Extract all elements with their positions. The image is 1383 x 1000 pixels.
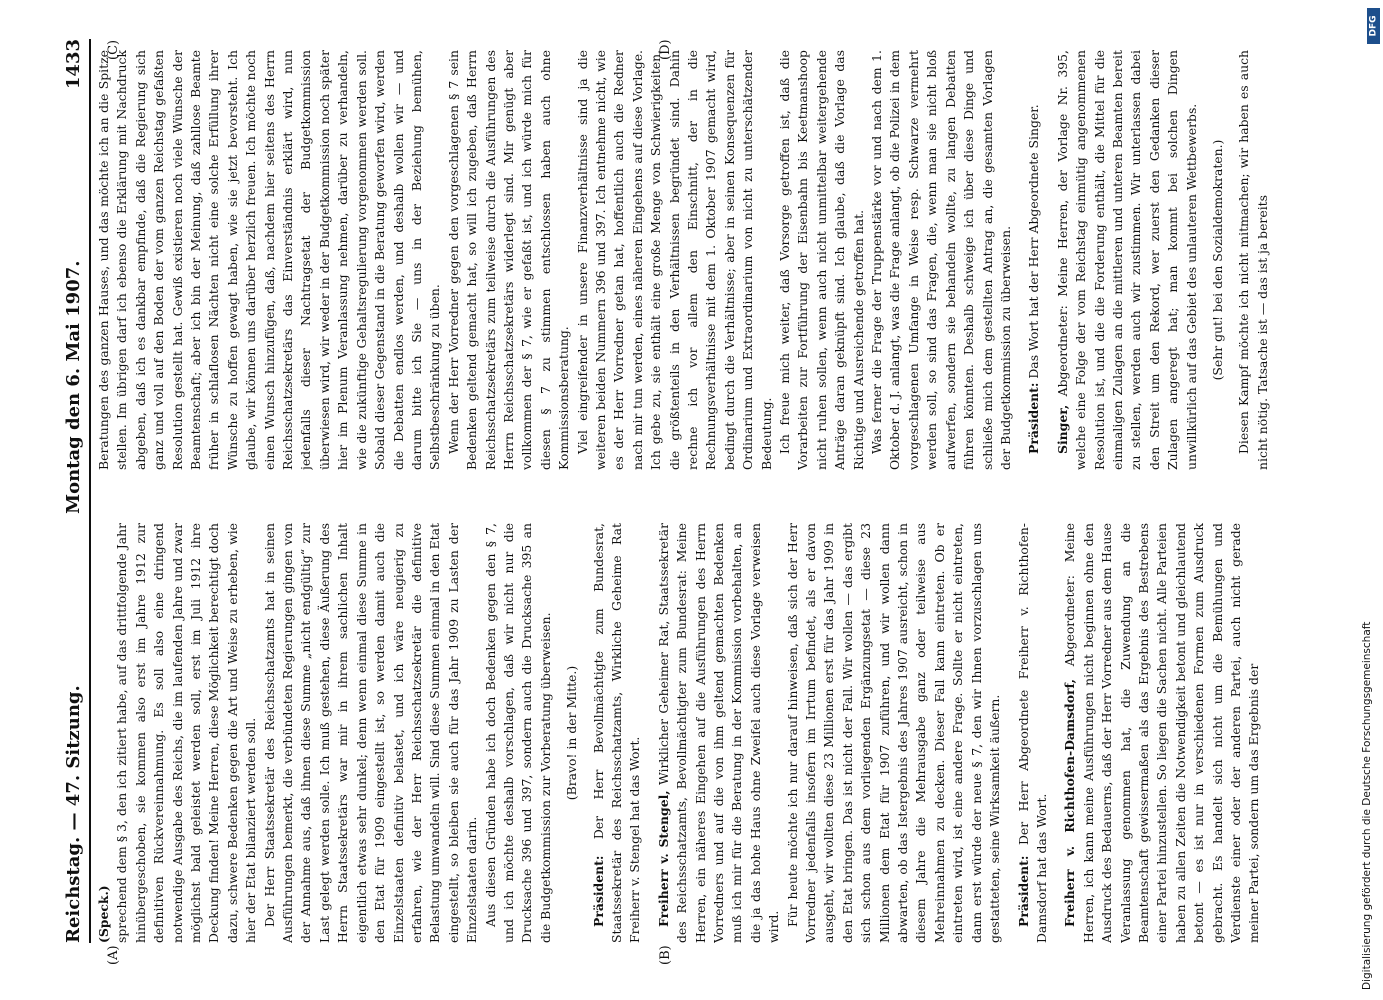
margin-marker-a: (A)	[106, 945, 121, 965]
paragraph	[1054, 50, 1201, 470]
paragraph: sprechend dem § 3, den ich zitiert habe, auf das drittfolgende Jahr hinübergeschoben, sie kommen also erst im Jahre 1912 zur definitiven Rückvereinnahmung. Es soll also eine dringend notwendige Ausgabe des Reichs, die im laufenden Jahre und zwar möglichst bald geleistet werden soll, erst im Juli 1912 ihre Deckung finden! Meine Herren, diese Möglichkeit berechtigt doch dazu, schwere Bedenken gegen die Art und Weise zu erheben, wie hier der Etat bilanziert werden soll.	[114, 523, 259, 943]
spacer	[1015, 50, 1025, 470]
digitization-credit	[1361, 10, 1375, 990]
paragraph-text: Das Wort hat der Herr Abgeordnete Singer.	[1026, 104, 1042, 379]
paragraph	[1015, 523, 1052, 943]
paragraph-text: Abgeordneter: Meine Herren, ich kann meine Ausführungen nicht beginnen ohne den Ausdruck des Bedauerns, daß der Herr Vorredner aus dem Hause Veranlassung genommen hat, die Zuwendung an die Beamtenschaft gewissermaßen als das Ergebnis des Bestrebens einer Partei hinzustellen. So liegen die Sachen nicht. Alle Parteien haben zu allen Zeiten die Notwendigkeit betont und gleichlautend betont — es ist nur in verschiedenen Formen zum Ausdruck gebracht. Es handelt sich nicht um die Bemühungen und Verdienste einer oder der anderen Partei, auch nicht gerade meiner Partei, sondern um das Ergebnis der	[1062, 523, 1262, 943]
paragraph-text: Der Herr Bevollmächtigte zum Bundesrat, Staatssekretär des Reichsschatzamts, Wirkliche Geheime Rat Freiherr v. Stengel hat das Wort.	[590, 523, 643, 943]
dfg-logo-text: DFG	[1368, 15, 1379, 37]
paragraph: Der Herr Staatssekretär des Reichsschatzamts hat in seinen Ausführungen bemerkt, die verbündeten Regierungen gingen von der Annahme aus, daß ihnen diese Summe „nicht endgültig“ zur Last gelegt werden solle. Ich muß gestehen, diese Äußerung des Herrn Staatssekretärs war mir in ihrem sachlichen Inhalt eigentlich etwas sehr dunkel; denn wenn einmal diese Summe in den Etat für 1909 eingestellt ist, so werden damit auch die Einzelstaaten definitiv belastet, und ich wäre neugierig zu erfahren, wie der Herr Reichsschatzsekretär die definitive Belastung umwandeln will. Sind diese Summen einmal in den Etat eingestellt, so bleiben sie auch für das Jahr 1909 zu Lasten der Einzelstaaten darin.	[261, 523, 480, 943]
digitization-credit-text: Digitalisierung gefördert durch die Deutsche Forschungsgemeinschaft	[1361, 621, 1373, 990]
speaker-name: Singer,	[1054, 404, 1070, 454]
speaker-name: Freiherr v. Richthofen-Damsdorf,	[1062, 679, 1078, 927]
paragraph: Wenn der Herr Vorredner gegen den vorgeschlagenen § 7 sein Bedenken geltend gemacht hat, so will ich zugeben, daß Herrn Reichsschatzsekretärs zum teilweise durch die Ausführungen des Herrn Reichsschatzsekretärs widerlegt sind. Mir genügt aber vollkommen der § 7, wie er gefaßt ist, und ich würde mich für diesen § 7 zu stimmen entschlossen haben auch ohne Kommissionsberatung.	[445, 50, 572, 470]
scanned-page	[45, 15, 1345, 975]
paragraph: Ich freue mich weiter, daß Vorsorge getroffen ist, daß die Vorarbeiten zur Fortführung der Eisenbahn bis Keetmanshoop nicht ruhen sollen, wenn auch nicht unmittelbar weitergehende Anträge daran geknüpft sind. Ich glaube, daß die Vorlage das Richtige und Ausreichende getroffen hat.	[777, 50, 866, 470]
paragraph	[590, 523, 645, 943]
paragraph: Beratungen des ganzen Hauses, und das möchte ich an die Spitze stellen. Im übrigen darf ich ebenso die Erklärung mit Nachdruck abgeben, daß ich es dankbar empfinde, daß die Regierung sich ganz und voll auf den Boden der vom ganzen Reichstag gefaßten Resolution gestellt hat. Gewiß existieren noch viele Wünsche der Beamtenschaft; aber ich bin der Meinung, daß zahllose Beamte früher in schlaflosen Nächten nicht eine solche Erfüllung ihrer Wünsche zu hoffen gewagt haben, wie sie jetzt bevorsteht. Ich glaube, wir können uns darüber herzlich freuen. Ich möchte noch einen Wunsch hinzufügen, daß, nachdem hier seitens des Herrn Reichsschatzsekretärs das Einverständnis erklärt wird, nun jedenfalls dieser Nachtragsetat der Budgetkommission überwiesen wird, wir weder in der Budgetkommission noch später hier im Plenum Veranlassung nehmen, darüber zu verhandeln, wie die zukünftige Gehaltsregulierung vorgenommen werden soll. Sobald dieser Gegenstand in die Beratung geworfen wird, werden die Debatten endlos werden, und deshalb wollen wir — und darum bitte ich Sie — uns in der Beziehung bemühen, Selbstbeschränkung zu üben.	[96, 50, 443, 470]
right-text-column	[95, 50, 1325, 470]
page-number: 1433	[62, 39, 84, 90]
margin-marker-d: (D)	[658, 39, 673, 60]
speaker-tag	[95, 523, 113, 943]
paragraph	[1061, 523, 1263, 943]
paragraph-text: Abgeordneter: Meine Herren, der Vorlage Nr. 395, welche eine Folge der vom Reichstag einmütig angenommenen Resolution ist, und die die Forderung enthält, die Mittel für die einmaligen Zulagen an die mittleren und unteren Beamten bereit zu stellen, werden auch wir zustimmen. Wir unterlassen dabei den Streit um den Rekord, wer zuerst den Gedanken dieser Zulagen angeregt hat; man kommt bei solchen Dingen unwillkürlich auf das Gebiet des unlauteren Wettbewerbs.	[1054, 50, 1199, 470]
header-session: Reichstag. — 47. Sitzung.	[62, 685, 84, 943]
speaker-name: Freiherr v. Stengel,	[655, 790, 671, 927]
paragraph: Aus diesen Gründen habe ich doch Bedenken gegen den § 7, und ich möchte deshalb vorschlagen, daß wir nicht nur die Drucksache 396 und 397, sondern auch die Drucksache 395 an die Budgetkommission zur Vorberatung überweisen.	[482, 523, 553, 943]
spacer	[645, 523, 655, 943]
spacer	[1005, 523, 1015, 943]
paragraph: Was ferner die Frage der Truppenstärke vor und nach dem 1. Oktober d. J. anlangt, was die Frage anlangt, ob die Polizei in dem vorgeschlagenen Umfange in Weise resp. Schwarze vermehrt werden soll, so sind das Fragen, die, wenn man sie nicht bloß aufwerfen, sondern sie behandeln wollte, zu langen Debatten führen könnten. Deshalb schweige ich über diese Dinge und schließe mich dem gestellten Antrag an, die gesamten Vorlagen der Budgetkommission zu überweisen.	[869, 50, 1013, 470]
paragraph-text: Wirklicher Geheimer Rat, Staatssekretär des Reichsschatzamts, Bevollmächtigter zum Bundesrat: Meine Herren, ein näheres Eingehen auf die Ausführungen des Herrn Vorredners und auf die von ihm geltend gemachten Bedenken muß ich mir für die Beratung in der Kommission vorbehalten, an die ja das hohe Haus ohne Zweifel auch diese Vorlage verweisen wird.	[655, 523, 782, 943]
applause-note: (Bravo! in der Mitte.)	[564, 665, 580, 801]
paragraph	[655, 523, 784, 943]
spacer	[1051, 523, 1061, 943]
page-header	[59, 39, 91, 943]
applause-note: (Sehr gut! bei den Sozialdemokraten.)	[1209, 139, 1225, 381]
speaker-name: Präsident:	[1015, 855, 1031, 927]
spacer	[1044, 50, 1054, 470]
paragraph: Viel eingreifender in unsere Finanzverhältnisse sind ja die weiteren beiden Nummern 396 und 397. Ich entnehme nicht, wie es der Herr Vorredner getan hat, hoffentlich auch die Redner nach mir tun werden, eines näheren Eingehens auf diese Vorlage. Ich gebe zu, sie enthält eine große Menge von Schwierigkeiten, die größtenteils in den Verhältnissen begründet sind. Dahin rechne ich vor allem den Einschnitt, der in die Rechnungsverhältnisse mit dem 1. Oktober 1907 gemacht wird, bedingt durch die Verhältnisse; aber in seinen Konsequenzen für Ordinarium und Extraordinarium von nicht zu unterschätzender Bedeutung.	[574, 50, 774, 470]
speaker-tag-text: (Speck.)	[96, 885, 111, 943]
header-date: Montag den 6. Mai 1907.	[62, 260, 84, 514]
paragraph: Für heute möchte ich nur darauf hinweisen, daß sich der Herr Vorredner jedenfalls insofern im Irrtum befindet, als er davon ausgeht, wir wollten diese 23 Millionen erst für das Jahr 1909 in den Etat bringen. Das ist nicht der Fall. Wir wollen — das ergibt sich schon aus dem vorliegenden Ergänzungsetat — diese 23 Millionen dem Etat für 1907 zuführen, und wir wollen dann abwarten, ob das Istergebnis des Jahres 1907 ausreicht, schon in diesem Jahre die Mehrausgabe ganz oder teilweise aus Mehreinnahmen zu decken. Dieser Fall kann eintreten. Ob er eintreten wird, ist eine andere Frage. Sollte er nicht eintreten, dann erst würde der neue § 7, den wir Ihnen vorzuschlagen uns gestatteten, seine Wirksamkeit äußern.	[784, 523, 1003, 943]
paragraph	[1025, 50, 1043, 470]
paragraph-text: Der Herr Abgeordnete Freiherr v. Richthofen-Damsdorf hat das Wort.	[1015, 523, 1049, 943]
margin-marker-c: (C)	[106, 39, 121, 60]
speaker-name: Präsident:	[590, 855, 606, 927]
speaker-name: Präsident:	[1026, 382, 1042, 454]
left-text-column	[95, 523, 1325, 943]
paragraph: Diesen Kampf möchte ich nicht mitmachen; wir haben es auch nicht nötig. Tatsache ist — das ist ja bereits	[1236, 50, 1270, 470]
margin-marker-b: (B)	[658, 945, 673, 965]
